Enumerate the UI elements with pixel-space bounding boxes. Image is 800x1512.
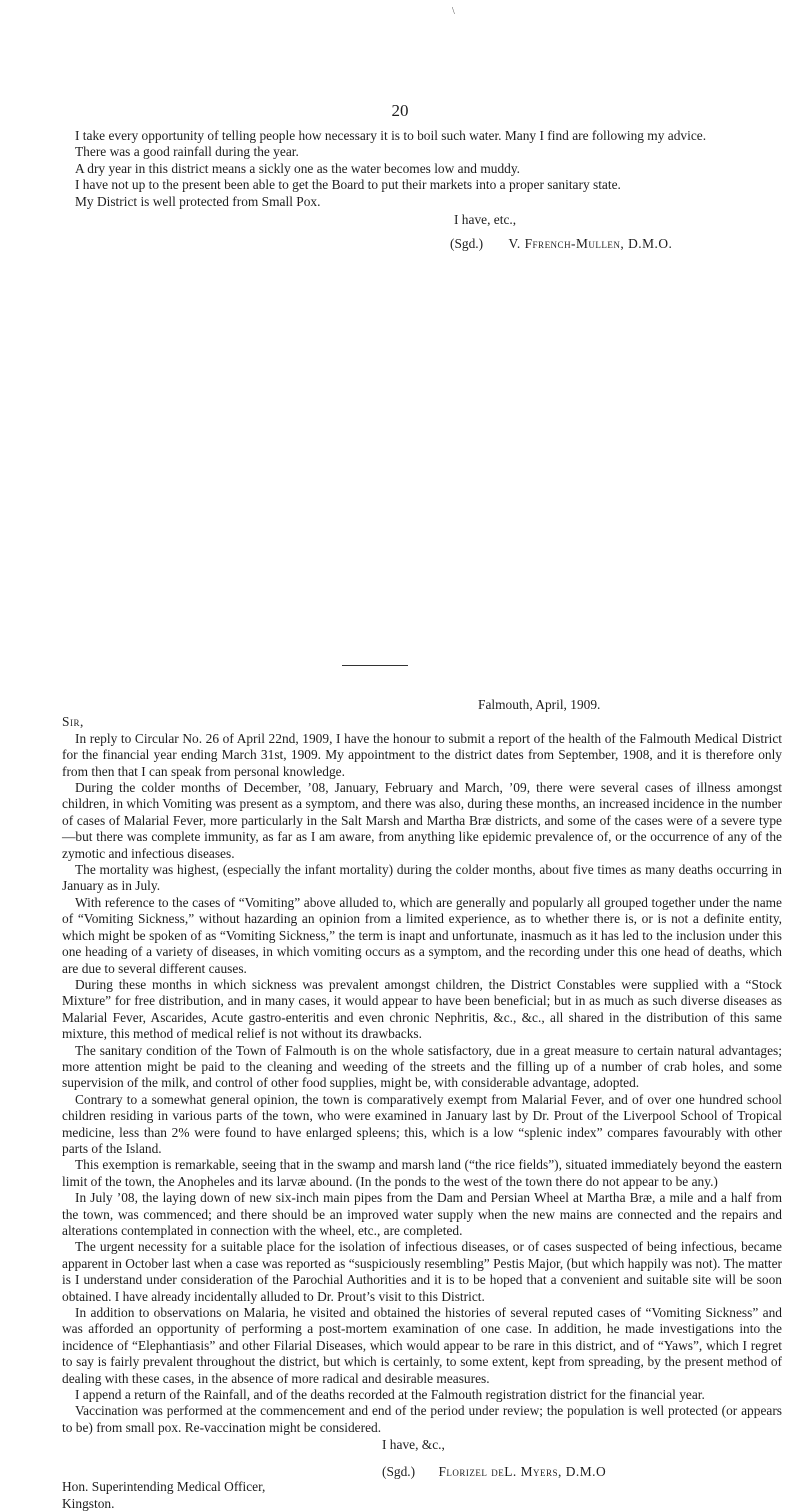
letter-1-signature xyxy=(62,236,782,252)
letter-2-closing: I have, &c., xyxy=(382,1437,445,1453)
letter-2-paragraph: With reference to the cases of “Vomiting” above alluded to, which are generally and popularly all grouped together under the name of “Vomiting Sickness,” without hazarding an opinion from a limited experience, as to whether there is, or is not a definite entity, which might be spoken of as “Vomiting Sickness,” the term is inapt and unfortunate, inasmuch as it has led to the inclusion under this one heading of a variety of diseases, in which vomiting occurs as a symptom, and the recording under this one head of deaths, which are due to several different causes. xyxy=(62,894,782,976)
letter-1-paragraph: A dry year in this district means a sickly one as the water becomes low and muddy. xyxy=(75,160,521,176)
letter-2-paragraph: In reply to Circular No. 26 of April 22nd, 1909, I have the honour to submit a report of the health of the Falmouth Medical District for the financial year ending March 31st, 1909. My appointment to the district dates from September, 1908, and it is therefore only from then that I can speak from personal knowledge. xyxy=(62,730,782,779)
page-number: 20 xyxy=(391,101,409,120)
signature-prefix: (Sgd.) xyxy=(382,1463,416,1479)
letter-1-paragraph: I have not up to the present been able to get the Board to put their markets into a proper sanitary state. xyxy=(75,177,621,193)
letter-1 xyxy=(62,128,782,253)
letter-2-paragraph: I append a return of the Rainfall, and of the deaths recorded at the Falmouth registration district for the financial year. xyxy=(75,1387,705,1403)
signature-prefix: (Sgd.) xyxy=(450,236,484,252)
signature-name: V. Ffrench-Mullen, D.M.O. xyxy=(508,236,673,252)
letter-2-paragraph: During the colder months of December, ’08, January, February and March, ’09, there were several cases of illness amongst children, in which Vomiting was present as a symptom, and there was also, during these months, an increased incidence in the number of cases of Malarial Fever, more particularly in the Salt Marsh and Martha Bræ districts, and some of the cases were of a severe type—but there was complete immunity, as far as I am aware, from anything like epidemic prevalence of, or the occurrence of any of the zymotic and infectious diseases. xyxy=(62,780,782,861)
letter-2-paragraph: The urgent necessity for a suitable place for the isolation of infectious diseases, or of cases suspected of being infectious, became apparent in October last when a case was reported as “suspiciously resembling” Pestis Major, (but which happily was not). The matter is I understand under consideration of the Parochial Authorities and it is to be hoped that a convenient and suitable site will be soon obtained. I have already incidentally alluded to Dr. Prout’s visit to this District. xyxy=(62,1239,782,1304)
letter-2-signature xyxy=(62,1464,782,1480)
letter-2-place-date: Falmouth, April, 1909. xyxy=(478,697,601,712)
section-divider xyxy=(342,665,408,666)
corner-mark: \ xyxy=(452,6,455,17)
letter-2-paragraph: In addition to observations on Malaria, he visited and obtained the histories of several reputed cases of “Vomiting Sickness” and was afforded an opportunity of performing a post-mortem examination of one case. In addition, he made investigations into the incidence of “Elephantiasis” and other Filarial Diseases, which would appear to be rare in this district, and of “Yaws”, which I regret to say is fairly prevalent throughout the district, but which is certainly, to some extent, kept from spreading, by the present method of dealing with these cases, in the absence of more radical and desirable measures. xyxy=(62,1305,782,1386)
letter-2-paragraph: Vaccination was performed at the commencement and end of the period under review; the population is well protected (or appears to be) from small pox. Re-vaccination might be considered. xyxy=(62,1403,782,1435)
addressee-line: Hon. Superintending Medical Officer, xyxy=(62,1479,266,1495)
letter-2-paragraph: In July ’08, the laying down of new six-inch main pipes from the Dam and Persian Wheel at Martha Bræ, a mile and a half from the town, was commenced; and there should be an improved water supply when the new mains are connected and the repairs and alterations contemplated in connection with the wheel, etc., are completed. xyxy=(62,1190,782,1238)
letter-1-paragraph: There was a good rainfall during the year. xyxy=(75,144,299,160)
letter-1-closing: I have, etc., xyxy=(454,212,517,228)
letter-2-paragraph: The mortality was highest, (especially the infant mortality) during the colder months, about five times as many deaths occurring in January as in July. xyxy=(62,862,782,894)
letter-1-paragraph: I take every opportunity of telling people how necessary it is to boil such water. Many I find are following my advice. xyxy=(75,128,707,143)
letter-2-salutation: Sir, xyxy=(62,714,84,730)
letter-2 xyxy=(62,697,782,1512)
letter-2-paragraph: During these months in which sickness was prevalent amongst children, the District Constables were supplied with a “Stock Mixture” for free distribution, and in many cases, it would appear to have been beneficial; but in as much as such diverse diseases as Malarial Fever, Ascarides, Acute gastro-enteritis and even chronic Nephritis, &c., &c., all shared in the distribution of this same mixture, this method of medical relief is not without its drawbacks. xyxy=(62,976,782,1042)
letter-2-paragraph: Contrary to a somewhat general opinion, the town is comparatively exempt from Malarial Fever, and of over one hundred school children residing in various parts of the town, who were examined in January last by Dr. Prout of the Liverpool School of Tropical medicine, less than 2% were found to have enlarged spleens; this, which is a low “splenic index” compares favourably with other parts of the Island. xyxy=(62,1091,782,1156)
letter-1-paragraph: My District is well protected from Small Pox. xyxy=(75,193,321,209)
signature-name: Florizel deL. Myers, D.M.O xyxy=(438,1463,607,1479)
letter-2-paragraph: This exemption is remarkable, seeing that in the swamp and marsh land (“the rice fields”), situated immediately beyond the eastern limit of the town, the Anopheles and its larvæ abound. (In the ponds to the west of the town there do not appear to be any.) xyxy=(62,1157,782,1189)
letter-2-paragraph: The sanitary condition of the Town of Falmouth is on the whole satisfactory, due in a great measure to certain natural advantages; more attention might be paid to the cleaning and weeding of the streets and the filling up of a number of crab holes, and some supervision of the milk, and control of other food supplies, might be, with considerable advantage, adopted. xyxy=(62,1042,782,1091)
addressee-line: Kingston. xyxy=(62,1495,115,1511)
